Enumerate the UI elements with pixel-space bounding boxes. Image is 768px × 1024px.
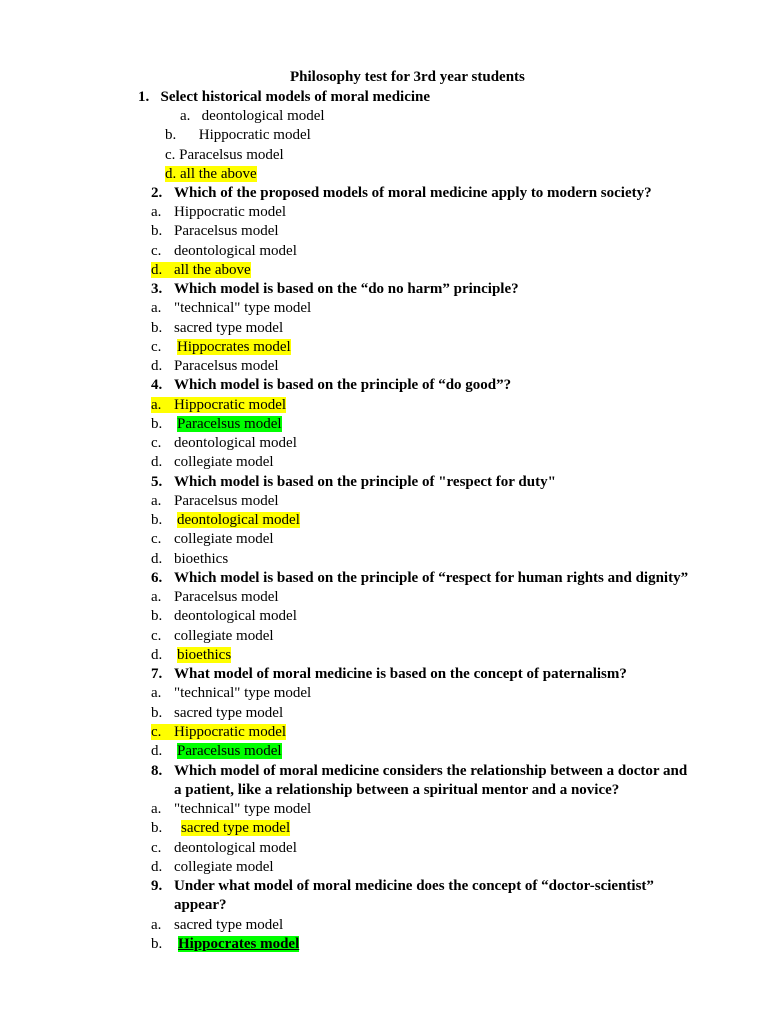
question-text: Which model is based on the principle of "respect for duty" — [174, 474, 556, 490]
option — [151, 434, 297, 453]
question-7 — [151, 665, 627, 684]
option-text: Paracelsus model — [177, 743, 282, 759]
option — [151, 627, 274, 646]
option-text: all the above — [174, 262, 251, 278]
question-text: What model of moral medicine is based on the concept of paternalism? — [174, 666, 627, 682]
question-number: 7. — [151, 666, 163, 682]
option-correct — [151, 261, 251, 280]
option-label: b. — [151, 223, 163, 239]
question-number: 8. — [151, 763, 163, 779]
page-title: Philosophy test for 3rd year students — [290, 69, 525, 85]
question-text: Which model is based on the “do no harm” principle? — [174, 281, 519, 297]
option-text: Hippocratic model — [174, 397, 287, 413]
option — [165, 126, 311, 145]
option — [151, 858, 274, 877]
option-correct — [151, 935, 299, 954]
question-text: Which model is based on the principle of “do good”? — [174, 377, 512, 393]
question-number: 3. — [151, 281, 163, 297]
question-2 — [151, 184, 652, 203]
question-number: 2. — [151, 185, 163, 201]
option-text: sacred type model — [174, 320, 284, 336]
option-text: deontological model — [174, 840, 297, 856]
question-number: 1. — [138, 89, 150, 105]
option-label: d. — [151, 358, 163, 374]
option-label: a. — [151, 917, 162, 933]
option-text: bioethics — [174, 551, 229, 567]
option — [151, 800, 311, 819]
option-label: a. — [151, 685, 162, 701]
option — [151, 357, 279, 376]
option-correct — [165, 165, 257, 184]
option-text: c. Paracelsus model — [165, 147, 284, 163]
option-label: c. — [151, 531, 162, 547]
option — [151, 492, 279, 511]
option — [151, 704, 283, 723]
option-label: c. — [151, 243, 162, 259]
option-correct — [151, 723, 286, 742]
option-text: d. all the above — [165, 166, 257, 182]
option-text: Hippocratic model — [174, 204, 287, 220]
question-9-continued — [174, 896, 227, 915]
question-text: appear? — [174, 897, 227, 913]
option-correct — [151, 511, 300, 530]
option-text: Hippocratic model — [174, 724, 287, 740]
option — [151, 453, 274, 472]
option-text: sacred type model — [174, 917, 284, 933]
option-text: Paracelsus model — [177, 416, 282, 432]
option-text: deontological model — [174, 243, 297, 259]
question-3 — [151, 280, 519, 299]
option-label: c. — [151, 628, 162, 644]
option-text: collegiate model — [174, 859, 274, 875]
option-label: d. — [151, 647, 163, 663]
option-text: collegiate model — [174, 531, 274, 547]
option-label: a. — [151, 493, 162, 509]
option — [151, 203, 286, 222]
question-number: 6. — [151, 570, 163, 586]
option-label: d. — [151, 454, 163, 470]
option — [151, 839, 297, 858]
option-label: b. — [151, 608, 163, 624]
option-label: b. — [151, 820, 163, 836]
option-label: c. — [151, 339, 162, 355]
question-text: Which of the proposed models of moral medicine apply to modern society? — [174, 185, 652, 201]
option-text: collegiate model — [174, 628, 274, 644]
option — [151, 222, 279, 241]
option-text: Hippocrates model — [178, 936, 300, 952]
option-label: d. — [151, 859, 163, 875]
option — [151, 684, 311, 703]
option-label: d. — [151, 551, 163, 567]
question-text: Select historical models of moral medicine — [160, 89, 431, 105]
option-text: "technical" type model — [174, 801, 312, 817]
question-number: 4. — [151, 377, 163, 393]
option — [151, 607, 297, 626]
option-label: a. — [151, 204, 162, 220]
option-text: deontological model — [177, 512, 300, 528]
question-8 — [151, 762, 687, 781]
question-text: Which model is based on the principle of “respect for human rights and dignity” — [174, 570, 689, 586]
option — [151, 550, 228, 569]
option-text: Hippocratic model — [198, 127, 311, 143]
option-label: a. — [180, 108, 191, 124]
option-label: b. — [165, 127, 177, 143]
option-label: b. — [151, 416, 163, 432]
option-label: a. — [151, 589, 162, 605]
option — [151, 588, 279, 607]
question-9 — [151, 877, 654, 896]
option-text: sacred type model — [181, 820, 291, 836]
option-label: b. — [151, 320, 163, 336]
option — [151, 319, 283, 338]
option — [151, 530, 274, 549]
option-text: sacred type model — [174, 705, 284, 721]
option-label: d. — [151, 262, 163, 278]
option-label: b. — [151, 936, 163, 952]
option-label: c. — [151, 840, 162, 856]
option-text: Paracelsus model — [174, 358, 279, 374]
option — [151, 916, 283, 935]
option-text: Paracelsus model — [174, 223, 279, 239]
question-text: Which model of moral medicine considers the relationship between a doctor and — [174, 763, 688, 779]
option-text: Paracelsus model — [174, 589, 279, 605]
option-correct — [151, 415, 282, 434]
option-text: "technical" type model — [174, 685, 312, 701]
option-label: a. — [151, 801, 162, 817]
option-text: bioethics — [177, 647, 232, 663]
question-8-continued — [174, 781, 619, 800]
option-correct — [151, 338, 291, 357]
question-text: a patient, like a relationship between a spiritual mentor and a novice? — [174, 782, 620, 798]
question-5 — [151, 473, 556, 492]
question-6 — [151, 569, 688, 588]
option-label: a. — [151, 397, 162, 413]
question-1 — [138, 88, 430, 107]
question-number: 9. — [151, 878, 163, 894]
option-label: d. — [151, 743, 163, 759]
option-text: Paracelsus model — [174, 493, 279, 509]
option — [180, 107, 325, 126]
option-correct — [151, 646, 231, 665]
option-label: c. — [151, 435, 162, 451]
option-correct — [151, 396, 286, 415]
option-correct — [151, 742, 282, 761]
option-correct — [151, 819, 290, 838]
option-text: "technical" type model — [174, 300, 312, 316]
option-label: b. — [151, 512, 163, 528]
option — [165, 146, 284, 165]
question-text: Under what model of moral medicine does the concept of “doctor-scientist” — [174, 878, 654, 894]
question-4 — [151, 376, 511, 395]
option-text: collegiate model — [174, 454, 274, 470]
question-number: 5. — [151, 474, 163, 490]
option — [151, 299, 311, 318]
option-text: deontological model — [174, 608, 297, 624]
option — [151, 242, 297, 261]
option-label: a. — [151, 300, 162, 316]
option-label: b. — [151, 705, 163, 721]
option-label: c. — [151, 724, 162, 740]
option-text: deontological model — [174, 435, 297, 451]
option-text: deontological model — [201, 108, 325, 124]
option-text: Hippocrates model — [177, 339, 291, 355]
